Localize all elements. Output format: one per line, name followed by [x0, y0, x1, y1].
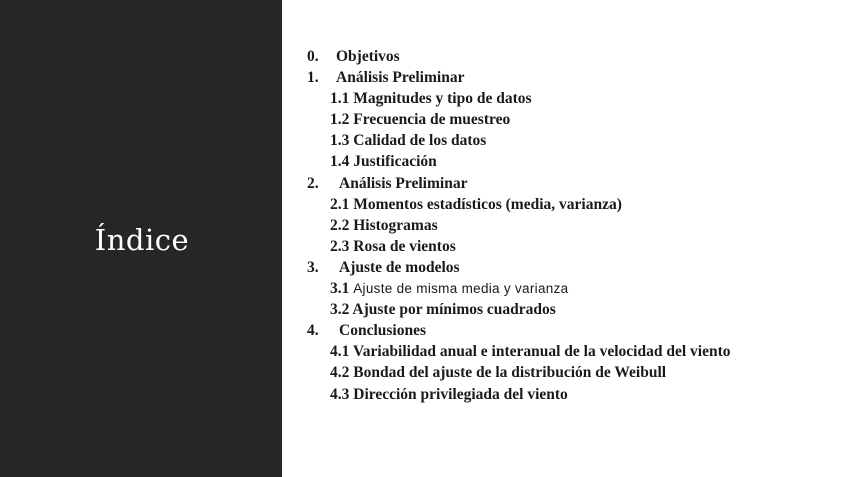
- toc-label: Ajuste de modelos: [339, 258, 460, 276]
- title-panel: [0, 0, 282, 477]
- toc-number: 3.2: [330, 301, 350, 319]
- toc-number: 4.1: [330, 343, 350, 361]
- toc-label: Rosa de vientos: [353, 237, 456, 255]
- toc-number: 3.: [307, 258, 319, 276]
- toc-section-2: [307, 173, 731, 194]
- toc-subsection-4-3: [307, 384, 731, 405]
- toc-subsection-3-1: [307, 278, 731, 299]
- toc-subsection-2-1: [307, 194, 731, 215]
- toc-number: 4.2: [330, 364, 350, 382]
- slide-title: Índice: [94, 222, 190, 257]
- content-panel: [282, 0, 848, 477]
- toc-label: Ajuste de misma media y varianza: [353, 281, 569, 297]
- toc-number: 3.1: [330, 280, 350, 298]
- toc-number: 2.3: [330, 237, 350, 255]
- toc-subsection-2-3: [307, 236, 731, 257]
- toc-section-4: [307, 320, 731, 341]
- toc-number: 1.3: [330, 132, 350, 150]
- toc-label: Conclusiones: [339, 322, 426, 340]
- toc-subsection-2-2: [307, 215, 731, 236]
- toc-section-0: [307, 46, 731, 67]
- toc-number: 4.3: [330, 385, 350, 403]
- toc-number: 1.1: [330, 90, 350, 108]
- toc-section-3: [307, 257, 731, 278]
- toc-subsection-1-2: [307, 109, 731, 130]
- toc-label: Momentos estadísticos (media, varianza): [353, 195, 622, 213]
- toc-label: Análisis Preliminar: [336, 69, 465, 87]
- toc-label: Objetivos: [336, 48, 400, 65]
- toc-number: 1.4: [330, 153, 350, 171]
- table-of-contents: [307, 46, 731, 405]
- toc-subsection-3-2: [307, 299, 731, 320]
- toc-label: Bondad del ajuste de la distribución de Weibull: [353, 364, 667, 382]
- toc-number: 2.2: [330, 216, 350, 234]
- toc-subsection-1-4: [307, 151, 731, 172]
- toc-subsection-1-1: [307, 88, 731, 109]
- toc-section-1: [307, 67, 731, 88]
- toc-subsection-4-2: [307, 362, 731, 383]
- toc-number: 4.: [307, 322, 319, 340]
- toc-label: Frecuencia de muestreo: [353, 111, 511, 129]
- toc-label: Magnitudes y tipo de datos: [353, 90, 532, 108]
- toc-number: 2.1: [330, 195, 350, 213]
- toc-subsection-4-1: [307, 341, 731, 362]
- toc-label: Ajuste por mínimos cuadrados: [352, 301, 556, 319]
- toc-label: Calidad de los datos: [353, 132, 487, 150]
- toc-number: 1.: [307, 69, 319, 87]
- toc-number: 0.: [307, 48, 319, 65]
- toc-label: Variabilidad anual e interanual de la velocidad del viento: [352, 343, 731, 361]
- toc-label: Dirección privilegiada del viento: [353, 385, 568, 403]
- toc-number: 1.2: [330, 111, 350, 129]
- toc-label: Justificación: [353, 153, 437, 171]
- toc-subsection-1-3: [307, 130, 731, 151]
- toc-label: Análisis Preliminar: [339, 174, 468, 192]
- toc-label: Histogramas: [353, 216, 438, 234]
- toc-number: 2.: [307, 174, 319, 192]
